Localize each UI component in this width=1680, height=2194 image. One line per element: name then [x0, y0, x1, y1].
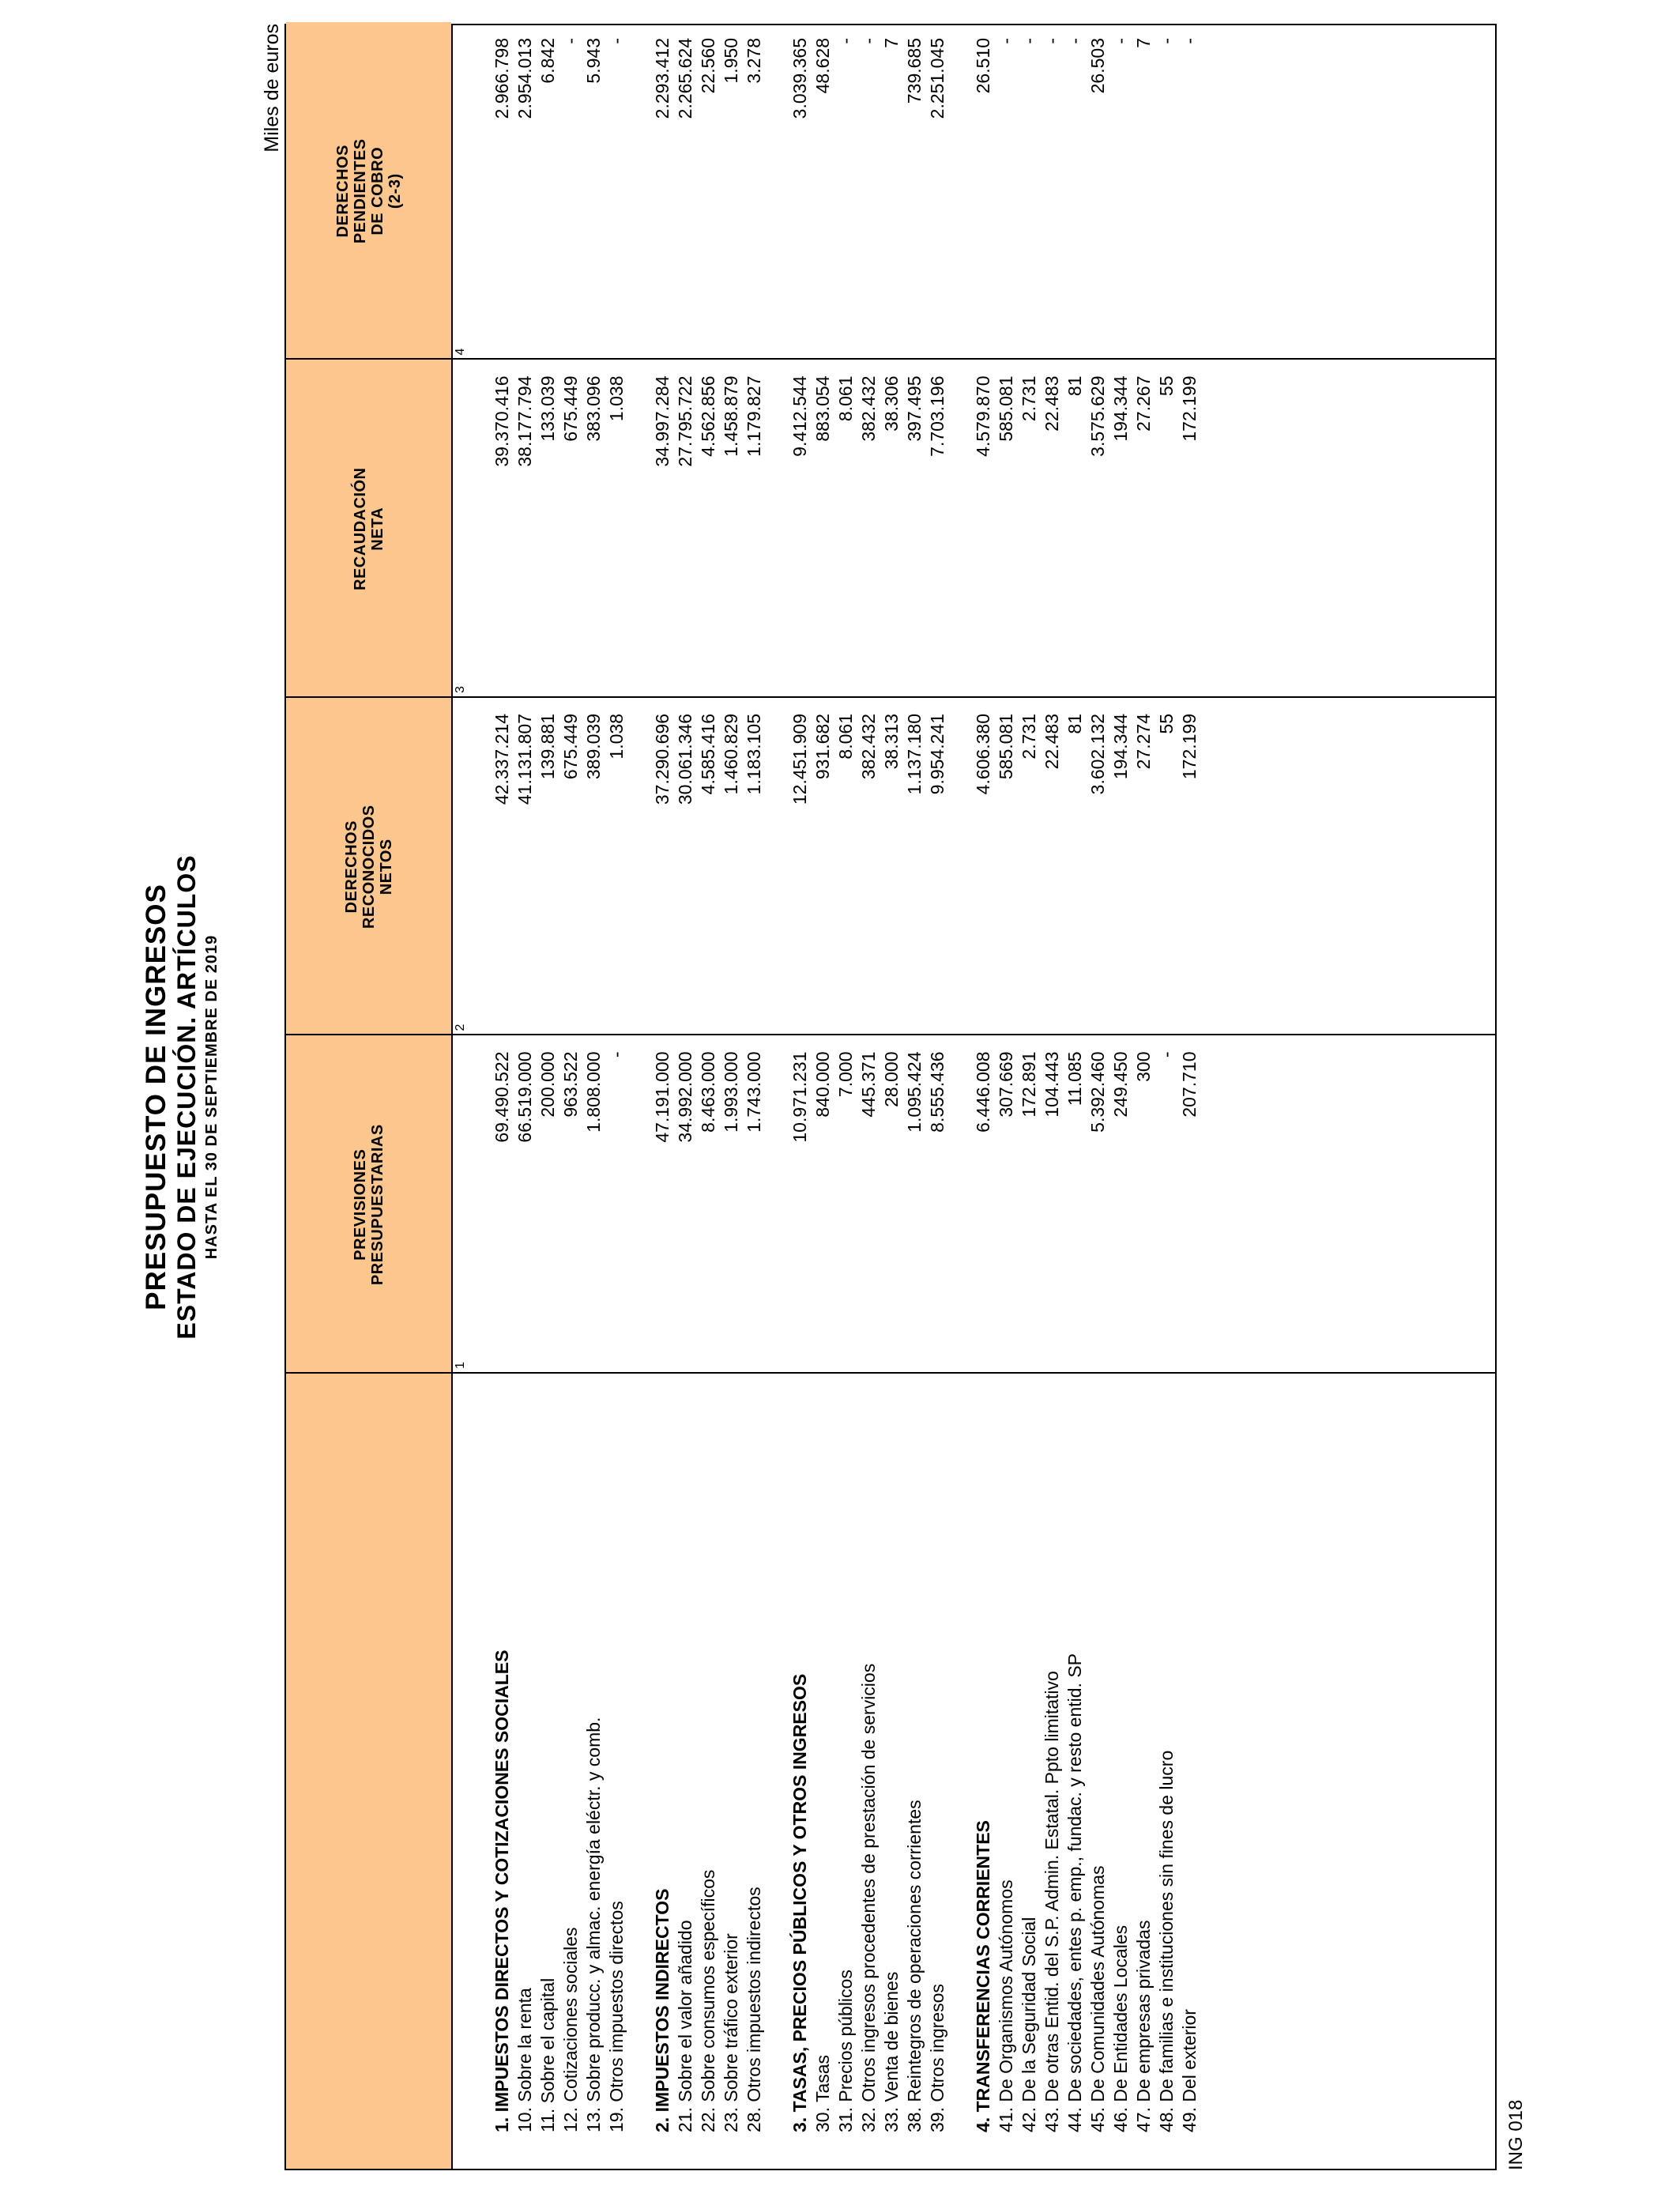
cell-col-3: 81 — [1064, 375, 1085, 397]
cell-col-3: 883.054 — [812, 375, 833, 442]
column-number-1: 1 — [454, 1362, 467, 1369]
table-row — [812, 25, 835, 2169]
cell-col-1: 47.191.000 — [652, 1051, 672, 1143]
cell-col-4: 26.503 — [1087, 38, 1108, 94]
cell-col-4: 1.950 — [721, 38, 741, 84]
cell-col-3: 38.177.794 — [514, 375, 535, 467]
row-label: 41. De Organismos Autónomos — [996, 1879, 1016, 2132]
cell-col-4: 48.628 — [812, 38, 833, 94]
cell-col-1: 10.971.231 — [789, 1051, 810, 1143]
row-label: 47. De empresas privadas — [1133, 1920, 1154, 2132]
cell-col-4: 26.510 — [973, 38, 993, 94]
row-label: 1. IMPUESTOS DIRECTOS Y COTIZACIONES SOCIALES — [492, 1649, 512, 2132]
column-number-4: 4 — [454, 348, 467, 356]
cell-col-2: 1.038 — [606, 714, 627, 760]
column-header-1: PREVISIONES PRESUPUESTARIAS — [286, 1036, 451, 1374]
row-label: 23. Sobre tráfico exterior — [721, 1933, 741, 2132]
cell-col-1: 104.443 — [1042, 1051, 1062, 1118]
cell-col-2: 4.585.416 — [698, 714, 718, 795]
cell-col-2: 37.290.696 — [652, 714, 672, 805]
row-label: 49. Del exterior — [1179, 2009, 1200, 2132]
row-label: 3. TASAS, PRECIOS PÚBLICOS Y OTROS INGRESOS — [789, 1673, 810, 2132]
cell-col-1: 207.710 — [1179, 1051, 1200, 1118]
row-label: 45. De Comunidades Autónomas — [1087, 1865, 1108, 2132]
table-row — [675, 25, 698, 2169]
cell-col-4: 2.966.798 — [492, 38, 512, 119]
cell-col-4: 3.039.365 — [789, 38, 810, 119]
cell-col-3: 133.039 — [537, 375, 558, 442]
table-row — [1110, 25, 1133, 2169]
cell-col-4: 5.943 — [583, 38, 604, 84]
header-divider — [451, 25, 453, 2169]
cell-col-4: - — [1156, 38, 1177, 44]
cell-col-3: 1.038 — [606, 375, 627, 422]
cell-col-4: - — [560, 38, 581, 44]
cell-col-4: 2.954.013 — [514, 38, 535, 119]
row-label: 48. De familias e instituciones sin fines de lucro — [1156, 1750, 1177, 2132]
cell-col-2: 585.081 — [996, 714, 1016, 780]
cell-col-2: 30.061.346 — [675, 714, 695, 805]
row-label: 30. Tasas — [812, 2054, 833, 2132]
page-date: HASTA EL 30 DE SEPTIEMBRE DE 2019 — [203, 934, 220, 1260]
page-subtitle: ESTADO DE EJECUCIÓN. ARTÍCULOS — [172, 854, 201, 1340]
document-code: ING 018 — [1505, 2099, 1527, 2170]
row-label: 33. Venta de bienes — [881, 1971, 902, 2132]
cell-col-3: 55 — [1156, 375, 1177, 397]
cell-col-1: - — [606, 1051, 627, 1058]
cell-col-3: 27.267 — [1133, 375, 1154, 432]
cell-col-3: 1.458.879 — [721, 375, 741, 457]
cell-col-4: - — [1019, 38, 1039, 44]
cell-col-2: 27.274 — [1133, 714, 1154, 770]
budget-table — [284, 24, 1497, 2170]
cell-col-1: 69.490.522 — [492, 1051, 512, 1143]
table-section-row — [492, 25, 514, 2169]
units-label: Miles de euros — [261, 24, 283, 153]
table-row — [698, 25, 721, 2169]
row-label: 10. Sobre la renta — [514, 1988, 535, 2132]
row-label: 43. De otras Entid. del S.P. Admin. Estatal. Ppto limitativo — [1042, 1671, 1062, 2132]
cell-col-2: 42.337.214 — [492, 714, 512, 805]
table-row — [514, 25, 537, 2169]
cell-col-1: 963.522 — [560, 1051, 581, 1118]
cell-col-3: 4.562.856 — [698, 375, 718, 457]
table-row — [1087, 25, 1110, 2169]
cell-col-1: 66.519.000 — [514, 1051, 535, 1143]
cell-col-3: 1.179.827 — [744, 375, 764, 457]
cell-col-4: 2.265.624 — [675, 38, 695, 119]
row-label: 21. Sobre el valor añadido — [675, 1920, 695, 2132]
table-row — [1042, 25, 1064, 2169]
cell-col-4: - — [606, 38, 627, 44]
cell-col-3: 27.795.722 — [675, 375, 695, 467]
column-header-3: RECAUDACIÓN NETA — [286, 360, 451, 699]
cell-col-2: 2.731 — [1019, 714, 1039, 760]
cell-col-1: 300 — [1133, 1051, 1154, 1082]
cell-col-3: 22.483 — [1042, 375, 1062, 432]
cell-col-1: 28.000 — [881, 1051, 902, 1107]
cell-col-2: 1.460.829 — [721, 714, 741, 795]
cell-col-3: 9.412.544 — [789, 375, 810, 457]
page-title: PRESUPUESTO DE INGRESOS — [141, 884, 171, 1310]
cell-col-1: 6.446.008 — [973, 1051, 993, 1133]
row-label: 13. Sobre producc. y almac. energía eléctr. y comb. — [583, 1717, 604, 2132]
row-label: 32. Otros ingresos procedentes de prestación de servicios — [858, 1663, 879, 2132]
column-divider — [286, 696, 1495, 698]
row-label: 11. Sobre el capital — [537, 1977, 558, 2132]
table-row — [996, 25, 1019, 2169]
cell-col-3: 8.061 — [835, 375, 856, 422]
row-label: 38. Reintegros de operaciones corrientes — [904, 1800, 925, 2132]
cell-col-1: 200.000 — [537, 1051, 558, 1118]
table-row — [858, 25, 881, 2169]
cell-col-2: 194.344 — [1110, 714, 1131, 780]
cell-col-2: 1.183.105 — [744, 714, 764, 795]
row-label: 22. Sobre consumos específicos — [698, 1869, 718, 2132]
cell-col-3: 4.579.870 — [973, 375, 993, 457]
cell-col-2: 55 — [1156, 714, 1177, 734]
cell-col-2: 675.449 — [560, 714, 581, 780]
cell-col-1: 11.085 — [1064, 1051, 1085, 1106]
cell-col-3: 3.575.629 — [1087, 375, 1108, 457]
table-row — [583, 25, 606, 2169]
cell-col-2: 12.451.909 — [789, 714, 810, 805]
cell-col-2: 4.606.380 — [973, 714, 993, 795]
cell-col-2: 1.137.180 — [904, 714, 925, 795]
table-row — [1133, 25, 1156, 2169]
cell-col-2: 931.682 — [812, 714, 833, 780]
cell-col-4: 2.251.045 — [927, 38, 947, 119]
cell-col-1: 1.993.000 — [721, 1051, 741, 1133]
cell-col-3: 38.306 — [881, 375, 902, 432]
cell-col-2: 22.483 — [1042, 714, 1062, 770]
cell-col-2: 9.954.241 — [927, 714, 947, 795]
cell-col-4: 3.278 — [744, 38, 764, 84]
table-section-row — [789, 25, 812, 2169]
cell-col-3: 7.703.196 — [927, 375, 947, 457]
cell-col-3: 34.997.284 — [652, 375, 672, 467]
table-row — [721, 25, 744, 2169]
cell-col-3: 383.096 — [583, 375, 604, 442]
table-row — [904, 25, 927, 2169]
cell-col-1: 8.463.000 — [698, 1051, 718, 1133]
table-row — [1019, 25, 1042, 2169]
table-row — [1179, 25, 1202, 2169]
row-label: 42. De la Seguridad Social — [1019, 1917, 1039, 2132]
cell-col-3: 2.731 — [1019, 375, 1039, 422]
table-row — [835, 25, 858, 2169]
cell-col-1: 34.992.000 — [675, 1051, 695, 1143]
table-section-row — [652, 25, 675, 2169]
table-row — [560, 25, 583, 2169]
cell-col-3: 675.449 — [560, 375, 581, 442]
table-row — [606, 25, 629, 2169]
cell-col-2: 38.313 — [881, 714, 902, 770]
cell-col-1: 8.555.436 — [927, 1051, 947, 1133]
cell-col-2: 3.602.132 — [1087, 714, 1108, 795]
row-label: 2. IMPUESTOS INDIRECTOS — [652, 1888, 672, 2132]
cell-col-1: 445.371 — [858, 1051, 879, 1118]
table-row — [744, 25, 767, 2169]
column-number-3: 3 — [454, 686, 467, 693]
cell-col-2: 172.199 — [1179, 714, 1200, 780]
column-header-2: DERECHOS RECONOCIDOS NETOS — [286, 698, 451, 1036]
column-number-2: 2 — [454, 1023, 467, 1031]
row-label: 12. Cotizaciones sociales — [560, 1927, 581, 2132]
cell-col-2: 8.061 — [835, 714, 856, 760]
cell-col-4: - — [858, 38, 879, 44]
column-divider — [286, 1035, 1495, 1036]
cell-col-1: 5.392.460 — [1087, 1051, 1108, 1133]
cell-col-1: 249.450 — [1110, 1051, 1131, 1118]
column-divider — [286, 1372, 1495, 1374]
cell-col-3: 382.432 — [858, 375, 879, 442]
row-label: 31. Precios públicos — [835, 1970, 856, 2132]
cell-col-4: - — [996, 38, 1016, 44]
row-label: 28. Otros impuestos indirectos — [744, 1887, 764, 2132]
cell-col-1: 172.891 — [1019, 1051, 1039, 1118]
cell-col-4: - — [835, 38, 856, 44]
table-row — [537, 25, 560, 2169]
cell-col-3: 39.370.416 — [492, 375, 512, 467]
cell-col-3: 397.495 — [904, 375, 925, 442]
cell-col-4: 739.685 — [904, 38, 925, 104]
cell-col-3: 194.344 — [1110, 375, 1131, 442]
cell-col-2: 389.039 — [583, 714, 604, 780]
cell-col-4: 7 — [1133, 38, 1154, 48]
cell-col-1: 307.669 — [996, 1051, 1016, 1118]
row-label: 46. De Entidades Locales — [1110, 1924, 1131, 2132]
cell-col-2: 139.881 — [537, 714, 558, 780]
cell-col-4: - — [1110, 38, 1131, 44]
cell-col-4: 7 — [881, 38, 902, 48]
cell-col-4: - — [1064, 38, 1085, 44]
cell-col-4: - — [1042, 38, 1062, 44]
cell-col-1: - — [1156, 1051, 1177, 1058]
row-label: 44. De sociedades, entes p. emp., fundac. y resto entid. SP — [1064, 1653, 1085, 2132]
column-header-4: DERECHOS PENDIENTES DE COBRO (2-3) — [286, 22, 451, 360]
cell-col-1: 1.808.000 — [583, 1051, 604, 1133]
row-label: 4. TRANSFERENCIAS CORRIENTES — [973, 1820, 993, 2132]
cell-col-1: 1.743.000 — [744, 1051, 764, 1133]
cell-col-1: 7.000 — [835, 1051, 856, 1098]
cell-col-2: 41.131.807 — [514, 714, 535, 805]
row-label: 19. Otros impuestos directos — [606, 1901, 627, 2132]
cell-col-1: 1.095.424 — [904, 1051, 925, 1133]
table-row — [927, 25, 950, 2169]
cell-col-2: 382.432 — [858, 714, 879, 780]
table-section-row — [973, 25, 996, 2169]
cell-col-4: 6.842 — [537, 38, 558, 84]
cell-col-3: 585.081 — [996, 375, 1016, 442]
table-row — [1064, 25, 1087, 2169]
cell-col-4: - — [1179, 38, 1200, 44]
cell-col-4: 22.560 — [698, 38, 718, 94]
header-label-cell — [286, 1374, 451, 2169]
table-row — [881, 25, 904, 2169]
cell-col-2: 81 — [1064, 714, 1085, 734]
row-label: 39. Otros ingresos — [927, 1984, 947, 2132]
cell-col-3: 172.199 — [1179, 375, 1200, 442]
table-row — [1156, 25, 1179, 2169]
column-divider — [286, 359, 1495, 360]
cell-col-4: 2.293.412 — [652, 38, 672, 119]
cell-col-1: 840.000 — [812, 1051, 833, 1118]
